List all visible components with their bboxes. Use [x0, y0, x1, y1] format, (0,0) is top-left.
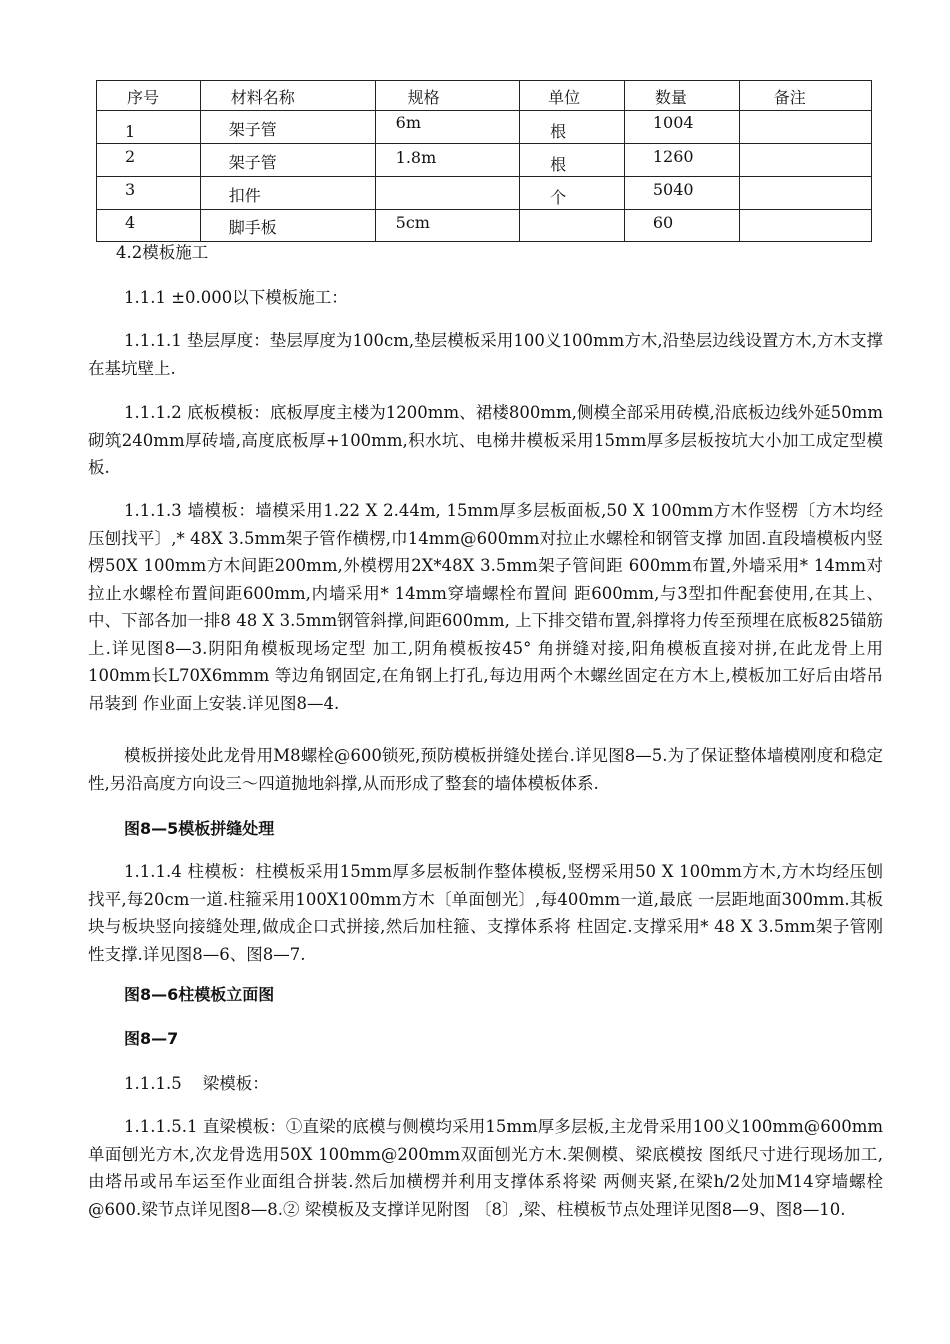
figure-caption-8-6: 图8—6柱模板立面图 [124, 985, 275, 1004]
section-heading-1-1-1-5: 1.1.1.5 梁模板： [124, 1074, 269, 1093]
header-cell: 材料名称 [230, 87, 295, 107]
table-cell: 根 [550, 122, 567, 141]
paragraph-1-1-1-5-1: 1.1.1.5.1 直梁模板：①直梁的底模与侧模均采用15mm厚多层板,主龙骨采用100义100mm@600mm单面刨光方木,次龙骨选用50X 100mm@200mm双面刨光方木.架侧模、梁底模按 图纸尺寸进行现场加工,由塔吊或吊车运至作业面组合拼装.然后加横楞并利用支撑体系将梁 两侧夹紧,在梁h/2处加M14穿墙螺栓@600.梁节点详见图8—8.② 梁模板及支撑详见附图 〔8〕,梁、柱模板节点处理详见图8—9、图8—10. [88, 1117, 883, 1219]
table-cell [740, 111, 871, 115]
section-heading-4-2: 4.2模板施工 [116, 243, 209, 262]
table-cell: 5cm [395, 213, 430, 232]
paragraph-1-1-1-1: 1.1.1.1 垫层厚度：垫层厚度为100cm,垫层模板采用100义100mm方木,沿垫层边线设置方木,方木支撑在基坑壁上. [88, 331, 883, 378]
table-cell [740, 210, 871, 214]
header-cell: 单位 [548, 87, 581, 107]
table-header-row [97, 81, 872, 111]
table-cell [376, 177, 519, 181]
header-cell: 备注 [773, 87, 806, 107]
table-cell: 60 [652, 213, 674, 232]
header-cell: 规格 [407, 87, 440, 107]
table-cell: 根 [550, 155, 567, 174]
materials-table [96, 80, 872, 242]
table-cell: 1.8m [395, 148, 437, 167]
table-cell [740, 177, 871, 181]
table-row [97, 210, 872, 242]
table-row [97, 177, 872, 210]
table-cell: 4 [125, 213, 136, 232]
paragraph-1-1-1-3: 1.1.1.3 墙模板：墙模采用1.22 X 2.44m, 15mm厚多层板面板,50 X 100mm方木作竖楞〔方木均经压刨找平〕,* 48X 3.5mm架子管作横楞,巾14mm@600mm对拉止水螺栓和钢管支撑 加固.直段墙模板内竖楞50X 100mm方木间距200mm,外模楞用2X*48X 3.5mm架子管间距 600mm布置,外墙采用* 14mm对拉止水螺栓布置间距600mm,内墙采用* 14mm穿墙螺栓布置间 距600mm,与3型扣件配套使用,在其上、中、下部各加一排8 48 X 3.5mm钢管斜撑,间距600mm, 上下排交错布置,斜撑将力传至预埋在底板825锚筋上.详见图8—3.阴阳角模板现场定型 加工,阴角模板按45° 角拼缝对接,阳角模板直接对拼,在此龙骨上用100mm长L70X6mmm 等边角钢固定,在角钢上打孔,每边用两个木螺丝固定在方木上,模板加工好后由塔吊吊装到 作业面上安装.详见图8—4. [88, 501, 883, 713]
table-cell: 脚手板 [228, 218, 277, 237]
figure-caption-8-5: 图8—5模板拼缝处理 [124, 819, 275, 838]
table-cell: 扣件 [228, 186, 261, 205]
table-cell: 6m [395, 113, 422, 132]
table-cell: 5040 [652, 180, 694, 199]
table-row [97, 111, 872, 144]
table-cell [520, 210, 624, 214]
table-cell: 个 [550, 188, 567, 207]
table-cell: 1004 [652, 113, 694, 132]
table-cell [740, 144, 871, 148]
header-cell: 数量 [654, 87, 687, 107]
paragraph-joint: 模板拼接处此龙骨用M8螺栓@600锁死,预防模板拼缝处搓台.详见图8—5.为了保证整体墙模刚度和稳定性,另沿高度方向设三〜四道抛地斜撑,从而形成了整套的墙体模板体系. [88, 746, 883, 793]
paragraph-1-1-1-4: 1.1.1.4 柱模板：柱模板采用15mm厚多层板制作整体模板,竖楞采用50 X 100mm方木,方木均经压刨找平,每20cm一道.柱箍采用100X100mm方木〔单面刨光〕,每400mm一道,最底 一层距地面300mm.其板块与板块竖向接缝处理,做成企口式拼接,然后加柱箍、支撑体系将 柱固定.支撑采用* 48 X 3.5mm架子管刚性支撑.详见图8—6、图8—7. [88, 862, 883, 964]
table-cell: 架子管 [228, 153, 277, 172]
table-cell: 架子管 [228, 120, 277, 139]
section-heading-1-1-1: 1.1.1 ±0.000以下模板施工： [124, 288, 348, 307]
table-cell: 1260 [652, 147, 694, 166]
table-cell: 1 [125, 122, 136, 141]
header-cell: 序号 [127, 87, 160, 107]
paragraph-1-1-1-2: 1.1.1.2 底板模板：底板厚度主楼为1200mm、裙楼800mm,侧模全部采用砖模,沿底板边线外延50mm砌筑240mm厚砖墙,高度底板厚+100mm,积水坑、电梯井模板采用15mm厚多层板按坑大小加工成定型模板. [88, 403, 883, 477]
table-cell: 2 [125, 147, 136, 166]
table-cell: 3 [125, 180, 136, 199]
table-row [97, 144, 872, 177]
figure-caption-8-7: 图8—7 [124, 1029, 179, 1048]
